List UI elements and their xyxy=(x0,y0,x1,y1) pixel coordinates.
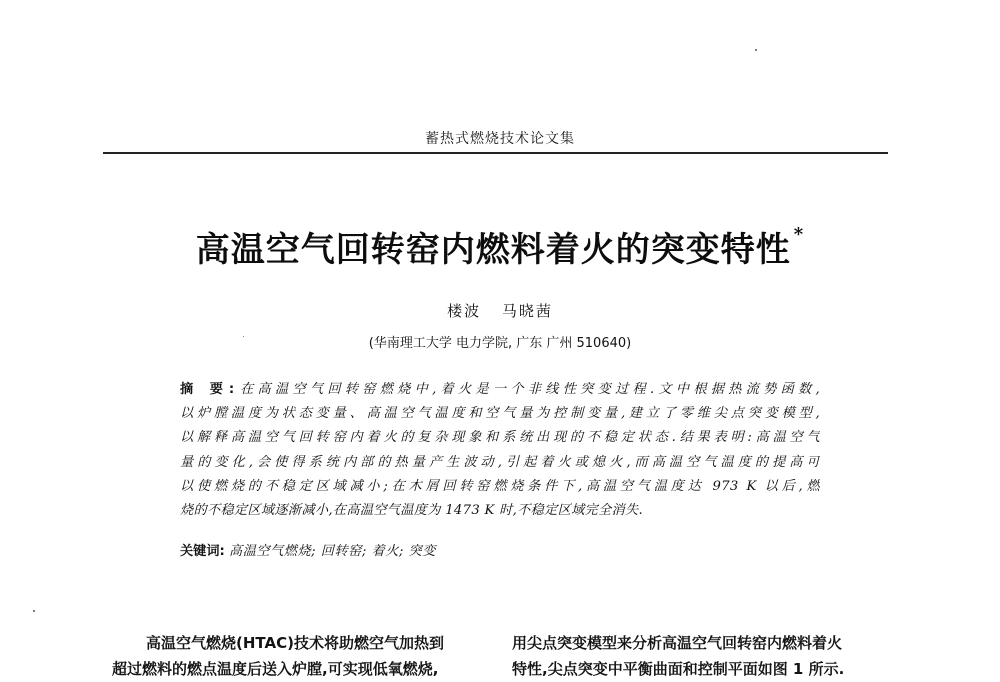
affiliation: (华南理工大学 电力学院, 广东 广州 510640) xyxy=(368,336,632,351)
abstract-label: 摘 要: xyxy=(180,382,237,397)
running-header: 蓄热式燃烧技术论文集 xyxy=(425,131,575,147)
body-right-column xyxy=(512,630,887,682)
abstract-line: 以解释高温空气回转窑内着火的复杂现象和系统出现的不稳定状态.结果表明:高温空气 xyxy=(180,430,820,446)
paper-title-text: 高温空气回转窑内燃料着火的突变特性 xyxy=(195,230,791,270)
authors: 楼波 马晓茜 xyxy=(447,302,553,320)
paper-title xyxy=(0,222,1000,271)
body-line: 用尖点突变模型来分析高温空气回转窑内燃料着火 xyxy=(512,634,843,652)
scan-speck xyxy=(755,49,757,51)
body-line: 超过燃料的燃点温度后送入炉膛,可实现低氧燃烧, xyxy=(112,660,439,678)
abstract-line-text: 在高温空气回转窑燃烧中,着火是一个非线性突变过程.文中根据热流势函数, xyxy=(236,382,820,397)
abstract-line: 量的变化,会使得系统内部的热量产生波动,引起着火或熄火,而高温空气温度的提高可 xyxy=(180,454,820,470)
title-footnote-mark: * xyxy=(793,224,805,245)
abstract xyxy=(180,378,820,523)
scan-speck xyxy=(33,610,35,612)
keywords-label: 关键词: xyxy=(180,544,225,559)
abstract-line: 以炉膛温度为状态变量、高温空气温度和空气量为控制变量,建立了零维尖点突变模型, xyxy=(180,406,820,422)
abstract-line xyxy=(180,378,820,402)
body-line: 特性,尖点突变中平衡曲面和控制平面如图 1 所示. xyxy=(512,660,845,678)
keywords-values: 高温空气燃烧; 回转窑; 着火; 突变 xyxy=(229,544,436,559)
scan-speck xyxy=(243,336,244,337)
body-line: 高温空气燃烧(HTAC)技术将助燃空气加热到 xyxy=(146,634,444,652)
abstract-line: 烧的不稳定区域逐渐减小,在高温空气温度为 1473 K 时,不稳定区域完全消失. xyxy=(180,503,643,519)
abstract-line: 以使燃烧的不稳定区域减小;在木屑回转窑燃烧条件下,高温空气温度达 973 K 以后,燃 xyxy=(180,478,820,494)
body-left-column xyxy=(112,630,487,682)
keywords xyxy=(180,540,820,564)
header-rule xyxy=(103,152,888,154)
